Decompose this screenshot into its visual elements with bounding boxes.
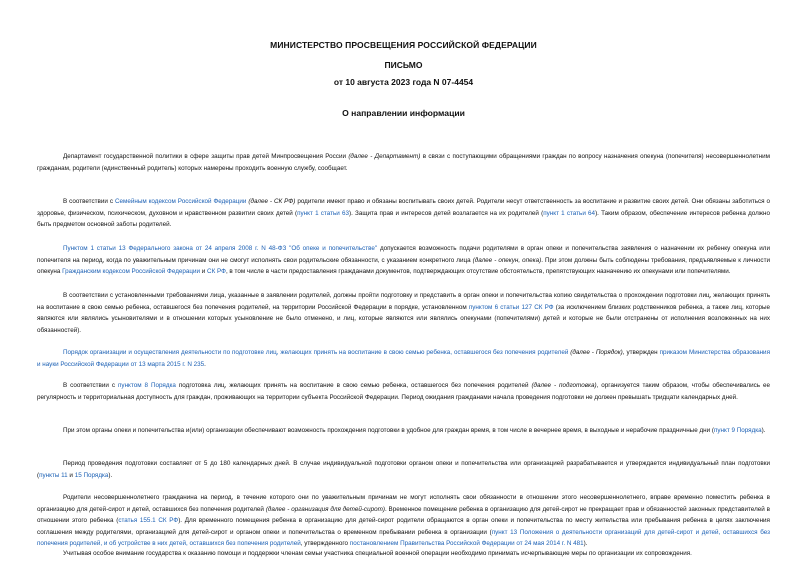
link-family-code-short[interactable]: СК РФ: [207, 268, 226, 276]
text: В соответствии с: [63, 382, 119, 389]
link-regulation-point-13[interactable]: пункт 13 Положения о деятельности организаций для детей-сирот и детей, оставшихся без попечения родителей, и об устройстве в них детей, оставшихся без попечения родителей: [37, 528, 770, 548]
text: Учитывая особое внимание государства к оказанию помощи и поддержки членам семьи участника специальной военной операции необходимо принимать исчерпывающие меры по организации их сопровождения.: [63, 550, 692, 557]
text: Департамент государственной политики в сфере защиты прав детей Минпросвещения России: [63, 153, 349, 160]
text: , утвержденного: [300, 540, 350, 548]
link-procedure-point-9[interactable]: пункт 9 Порядка: [713, 427, 762, 434]
text: ).: [761, 427, 766, 434]
link-procedure[interactable]: Порядок организации и осуществления деятельности по подготовке лиц, желающих принять на воспитание в свою семью ребенка, оставшегося без попечения родителей: [63, 349, 569, 356]
text: , в том числе в части предоставления гражданами документов, подтверждающих отсутствие обстоятельств, препятствующих назначению их опекунами или попечителями.: [225, 268, 731, 276]
text: (за исключением близких родственников ребенка, а также лиц, которые являются или являлись усыновителями и в отношении которых усыновление не было отменено, и лиц, которые являются или являлись опекунами (попечителями) детей и которые не были отстранены от исполнения возложенных на них обязанностей).: [37, 303, 770, 334]
italic-text: (далее - Департамент): [348, 153, 421, 160]
text: . При этом должны быть соблюдены требования, предъявляемые к личности опекуна: [37, 256, 770, 276]
document-subject: О направлении информации: [342, 108, 465, 118]
italic-text: (далее - организация для детей-сирот): [265, 505, 385, 513]
link-procedure-point-8[interactable]: пунктом 8 Порядка: [118, 382, 176, 389]
text: ). Защита прав и интересов детей возлагается на их родителей (: [348, 209, 544, 217]
link-article-63[interactable]: пункт 1 статьи 63: [297, 209, 349, 217]
text: .: [204, 360, 206, 368]
text: Родители несовершеннолетнего гражданина на период, в течение которого они по уважительным причинам не могут исполнять свои обязанности в отношении этого несовершеннолетнего, вправе временно поместить ребенка в организацию для детей-сирот и детей, оставшихся без попечения родителей: [37, 494, 770, 513]
ministry-heading: МИНИСТЕРСТВО ПРОСВЕЩЕНИЯ РОССИЙСКОЙ ФЕДЕРАЦИИ: [270, 40, 537, 50]
paragraph-3: [37, 243, 770, 278]
italic-text: (далее - подготовка): [531, 382, 597, 389]
italic-text: (далее - Порядок): [570, 349, 623, 356]
italic-text: (далее - СК РФ): [248, 198, 296, 205]
text: ). Таким образом, обеспечение интересов ребенка должно быть предметом основной заботы родителей.: [37, 209, 770, 229]
link-article-127[interactable]: пунктом 6 статьи 127 СК РФ: [468, 303, 554, 311]
paragraph-9: [37, 492, 770, 550]
text: , организуется таким образом, чтобы обеспечивались ее регулярность и территориальная доступность для граждан, проживающих на территории субъекта Российской Федерации. Период ожидания гражданами начала проведения подготовки не должен превышать тридцати календарных дней.: [37, 382, 771, 401]
paragraph-1: [37, 151, 770, 174]
paragraph-4: [37, 290, 770, 336]
text: ). Для временного помещения ребенка в организацию для детей-сирот родители обращаются в орган опеки и попечительства по месту жительства или пребывания ребенка в целях заключения соглашения между родителями, организацией для детей-сирот и органом опеки и попечительства о временном пребывании ребенка в организации (: [37, 517, 770, 536]
text: и: [67, 471, 75, 479]
text: ).: [583, 540, 588, 548]
link-civil-code[interactable]: Гражданским кодексом Российской Федерации: [62, 268, 201, 276]
paragraph-10: [37, 548, 770, 560]
text: Период проведения подготовки составляет от 5 до 180 календарных дней. В случае индивидуальной подготовки органом опеки и попечительства или организацией разрабатывается и утверждается индивидуальный план подготовки (: [37, 460, 770, 479]
link-order-235[interactable]: приказом Министерства образования и науки Российской Федерации от 13 марта 2015 г. N 235: [37, 349, 770, 368]
text: в связи с поступающими обращениями граждан по вопросу назначения опекуна (попечителя) несовершеннолетним гражданам, родители (единственный родитель) которых намерены проходить военную службу, сообщает.: [37, 153, 771, 172]
paragraph-8: [37, 458, 770, 481]
link-family-code[interactable]: Семейным кодексом Российской Федерации: [114, 198, 247, 205]
document-date-number: от 10 августа 2023 года N 07-4454: [333, 77, 474, 87]
link-procedure-point-15[interactable]: 15 Порядка: [74, 471, 109, 479]
paragraph-7: [37, 425, 770, 437]
document-type: ПИСЬМО: [384, 60, 423, 70]
paragraph-5: [37, 347, 770, 370]
text: допускается возможность подачи родителями в орган опеки и попечительства заявления о назначении их ребенку опекуна или попечителя на период, когда по уважительным причинам они не смогут исполнять свои родительские обязанности, с указанием конкретного лица: [37, 245, 770, 264]
text: В соответствии с установленными требованиями лица, указанные в заявлении родителей, должны пройти подготовку и представить в орган опеки и попечительства копию свидетельства о прохождении подготовки лиц, желающих принять на воспитание в свою семью ребенка, оставшегося без попечения родителей, на территории Российской Федерации в порядке, установленном: [37, 292, 770, 311]
text: родители имеют право и обязаны воспитывать своих детей. Родители несут ответственность за воспитание и развитие своих детей. Они обязаны заботиться о здоровье, физическом, психическом, духовном и нравственном развитии своих детей (: [37, 198, 771, 217]
paragraph-6: [37, 380, 770, 403]
text: При этом органы опеки и попечительства и(или) организации обеспечивают возможность прохождения подготовки в удобное для граждан время, в том числе в вечернее время, в выходные и нерабочие праздничные дни (: [63, 427, 714, 434]
text: и: [200, 268, 208, 276]
paragraph-2: [37, 196, 770, 231]
link-article-155-1[interactable]: статья 155.1 СК РФ: [118, 517, 179, 525]
text: . Временное помещение ребенка в организацию для детей-сирот не прекращает прав и обязанностей законных представителей в отношении этого ребенка (: [37, 505, 770, 525]
link-guardianship-law[interactable]: Пунктом 1 статьи 13 Федерального закона от 24 апреля 2008 г. N 48-ФЗ "Об опеке и попечительстве": [63, 245, 378, 252]
link-resolution-481[interactable]: постановлением Правительства Российской Федерации от 24 мая 2014 г. N 481: [349, 540, 584, 548]
text: В соответствии с: [63, 198, 115, 205]
text: , утвержден: [622, 349, 660, 356]
link-procedure-point-11[interactable]: пункты 11: [39, 471, 68, 479]
text: ).: [108, 471, 113, 479]
italic-text: (далее - опекун, опека): [472, 256, 542, 264]
text: подготовка лиц, желающих принять на воспитание в свою семью ребенка, оставшегося без попечения родителей: [175, 382, 532, 389]
link-article-64[interactable]: пункт 1 статьи 64: [543, 209, 596, 217]
